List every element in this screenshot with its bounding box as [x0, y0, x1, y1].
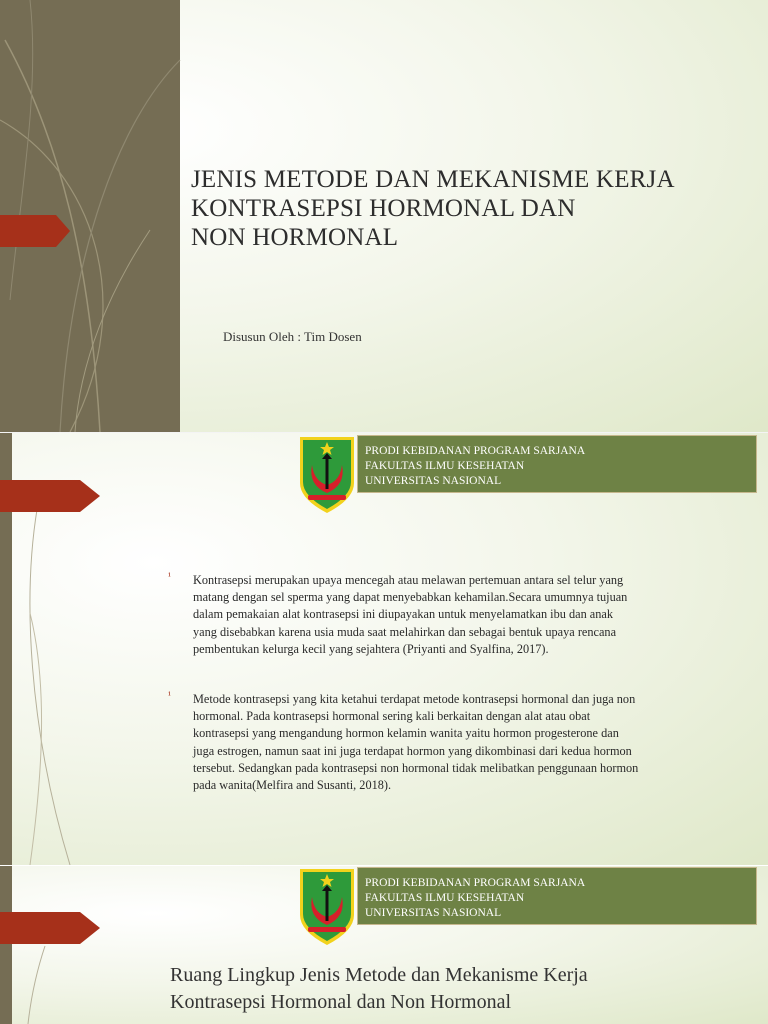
banner-line: UNIVERSITAS NASIONAL: [365, 907, 502, 919]
bullet-marker: ¹: [168, 690, 171, 701]
sidebar-strip: [0, 866, 12, 1024]
paragraph-line: tersebut. Sedangkan pada kontrasepsi non hormonal tidak melibatkan penggunaan hormon: [193, 760, 639, 775]
paragraph-line: hormonal. Pada kontrasepsi hormonal sering kali berkaitan dengan alat atau obat: [193, 709, 591, 724]
paragraph-line: pembentukan kelurga kecil yang sejahtera (Priyanti and Syalfina, 2017).: [193, 641, 549, 656]
paragraph-line: juga estrogen, namun saat ini juga terdapat hormon yang dikombinasi dari kedua hormon: [193, 743, 632, 758]
title-line: JENIS METODE DAN MEKANISME KERJA: [191, 166, 675, 193]
title-slide: [0, 0, 768, 432]
paragraph-line: Kontrasepsi merupakan upaya mencegah atau melawan pertemuan antara sel telur yang: [193, 573, 624, 587]
institution-banner: [357, 435, 757, 493]
paragraph: [193, 691, 718, 794]
title-line: NON HORMONAL: [191, 224, 399, 251]
banner-line: PRODI KEBIDANAN PROGRAM SARJANA: [365, 445, 586, 457]
paragraph-line: matang dengan sel sperma yang dapat menyebabkan kehamilan.Secara umumnya tujuan: [193, 590, 628, 605]
section-title-line: Ruang Lingkup Jenis Metode dan Mekanisme Kerja: [170, 964, 588, 986]
banner-line: UNIVERSITAS NASIONAL: [365, 475, 502, 487]
author-credit: Disusun Oleh : Tim Dosen: [223, 329, 362, 344]
university-logo-emblem: [298, 435, 356, 515]
section-title: [170, 962, 588, 1016]
arrow-marker: [0, 480, 100, 512]
paragraph-line: yang disebabkan karena usia muda saat melahirkan dan sebagai bentuk upaya rencana: [193, 624, 617, 639]
paragraph: [193, 572, 718, 658]
section-slide: [0, 866, 768, 1024]
institution-banner: [357, 867, 757, 925]
title-line: KONTRASEPSI HORMONAL DAN: [191, 195, 576, 222]
banner-line: PRODI KEBIDANAN PROGRAM SARJANA: [365, 877, 586, 889]
banner-line: FAKULTAS ILMU KESEHATAN: [365, 460, 525, 472]
paragraph-line: kontrasepsi yang mengandung hormon kelamin wanita yaitu hormon progesterone dan: [193, 726, 619, 741]
paragraph-line: pada wanita(Melfira and Susanti, 2018).: [193, 778, 392, 793]
banner-line: FAKULTAS ILMU KESEHATAN: [365, 892, 525, 904]
arrow-marker: [0, 215, 70, 247]
paragraph-line: Metode kontrasepsi yang kita ketahui terdapat metode kontrasepsi hormonal dan juga non: [193, 692, 636, 706]
slide-title: [191, 165, 761, 252]
bullet-marker: ¹: [168, 571, 171, 582]
paragraph-line: dalam pemakaian alat kontrasepsi ini diupayakan untuk menyelamatkan ibu dan anak: [193, 607, 614, 622]
section-title-line: Kontrasepsi Hormonal dan Non Hormonal: [170, 991, 512, 1013]
arrow-marker: [0, 912, 100, 944]
university-logo-emblem: [298, 867, 356, 947]
content-slide: [0, 432, 768, 865]
